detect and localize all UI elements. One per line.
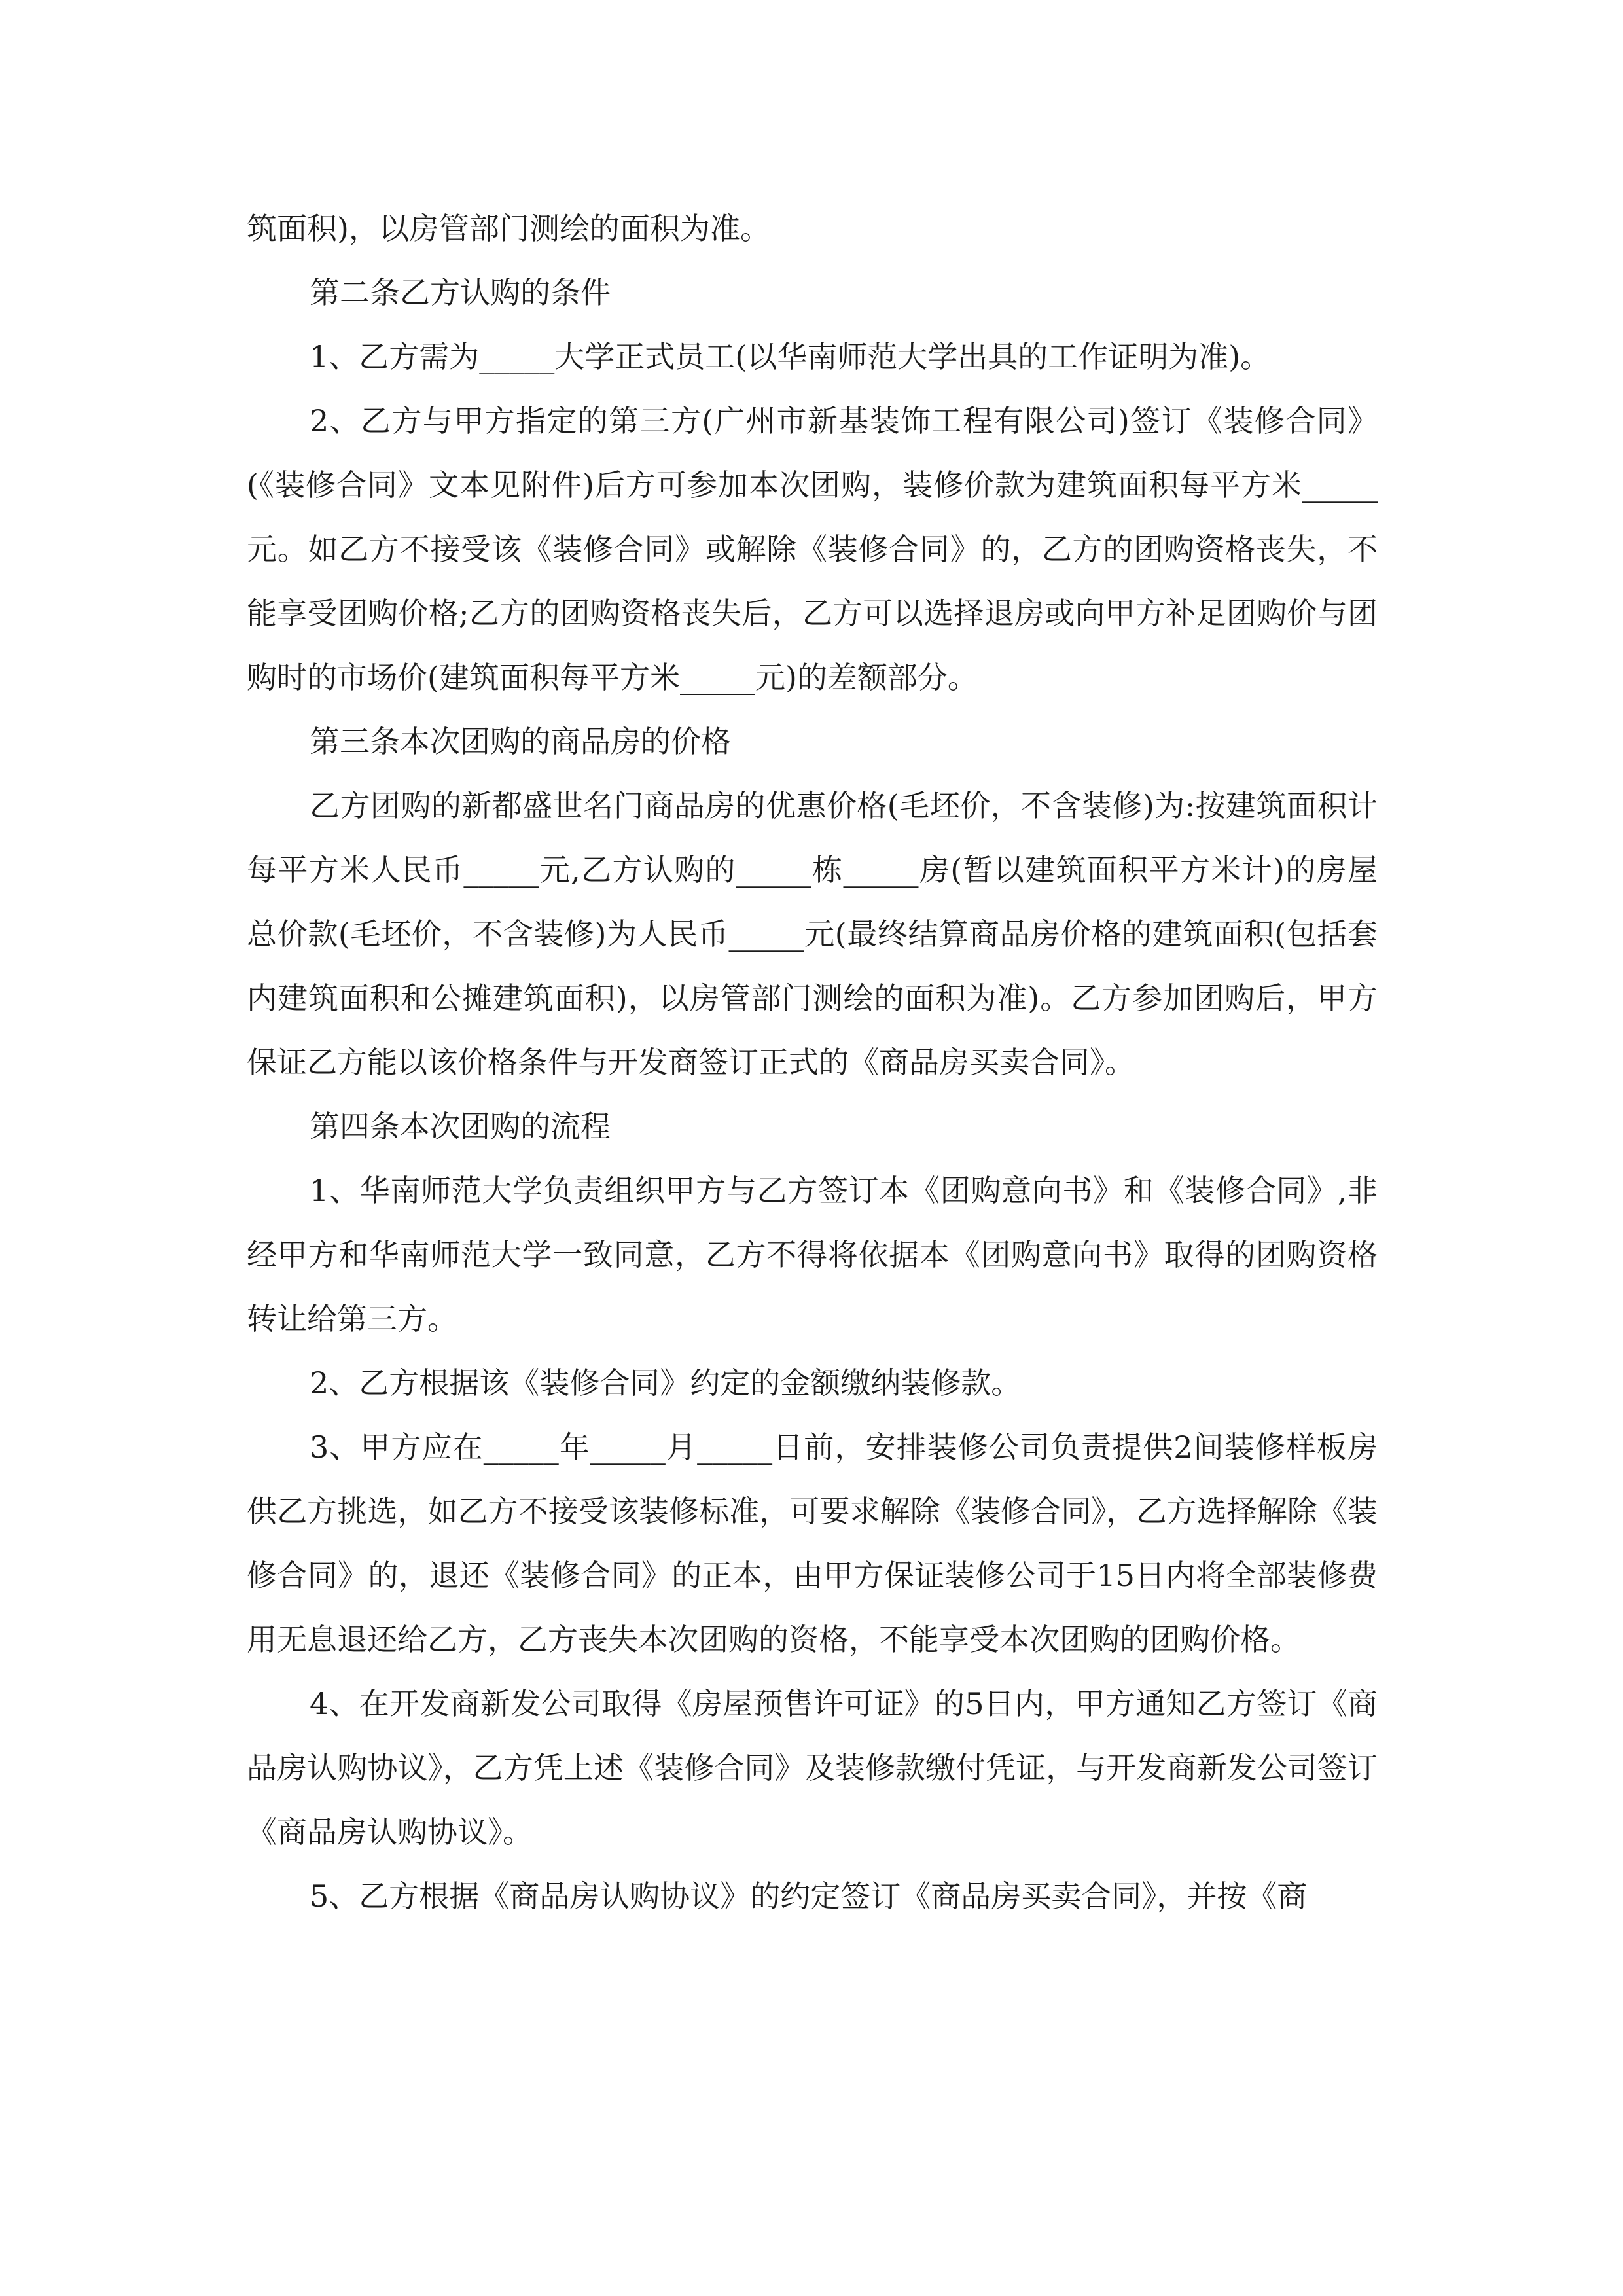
paragraph-article-3-price: 乙方团购的新都盛世名门商品房的优惠价格(毛坯价，不含装修)为:按建筑面积计每平方米人民币_____元,乙方认购的_____栋_____房(暂以建筑面积平方米计)的房屋总价款(毛坯价，不含装修)为人民币_____元(最终结算商品房价格的建筑面积(包括套内建筑面积和公摊建筑面积)，以房管部门测绘的面积为准)。乙方参加团购后，甲方保证乙方能以该价格条件与开发商签订正式的《商品房买卖合同》。 — [247, 788, 1378, 1080]
paragraph-article-4-item-5: 5、乙方根据《商品房认购协议》的约定签订《商品房买卖合同》，并按《商 — [310, 1878, 1308, 1914]
paragraph-article-4-item-1: 1、华南师范大学负责组织甲方与乙方签订本《团购意向书》和《装修合同》,非经甲方和华南师范大学一致同意，乙方不得将依据本《团购意向书》取得的团购资格转让给第三方。 — [247, 1173, 1378, 1336]
paragraph-article-4-item-2: 2、乙方根据该《装修合同》约定的金额缴纳装修款。 — [310, 1365, 1022, 1401]
paragraph-article-2-item-2: 2、乙方与甲方指定的第三方(广州市新基装饰工程有限公司)签订《装修合同》(《装修合同》文本见附件)后方可参加本次团购，装修价款为建筑面积每平方米_____元。如乙方不接受该《装修合同》或解除《装修合同》的，乙方的团购资格丧失，不能享受团购价格;乙方的团购资格丧失后，乙方可以选择退房或向甲方补足团购价与团购时的市场价(建筑面积每平方米_____元)的差额部分。 — [247, 403, 1378, 695]
paragraph-article-2-item-1: 1、乙方需为_____大学正式员工(以华南师范大学出具的工作证明为准)。 — [310, 339, 1271, 374]
document-body — [247, 196, 1378, 1928]
heading-article-3: 第三条本次团购的商品房的价格 — [310, 724, 731, 759]
paragraph-article-4-item-3: 3、甲方应在_____年_____月_____日前，安排装修公司负责提供2间装修样板房供乙方挑选，如乙方不接受该装修标准，可要求解除《装修合同》，乙方选择解除《装修合同》的，退还《装修合同》的正本，由甲方保证装修公司于15日内将全部装修费用无息退还给乙方，乙方丧失本次团购的资格，不能享受本次团购的团购价格。 — [247, 1429, 1378, 1657]
heading-article-2: 第二条乙方认购的条件 — [310, 275, 611, 310]
heading-article-4: 第四条本次团购的流程 — [310, 1109, 611, 1144]
paragraph-area-note: 筑面积)，以房管部门测绘的面积为准。 — [247, 211, 770, 246]
paragraph-article-4-item-4: 4、在开发商新发公司取得《房屋预售许可证》的5日内，甲方通知乙方签订《商品房认购协议》，乙方凭上述《装修合同》及装修款缴付凭证，与开发商新发公司签订《商品房认购协议》。 — [247, 1686, 1378, 1850]
